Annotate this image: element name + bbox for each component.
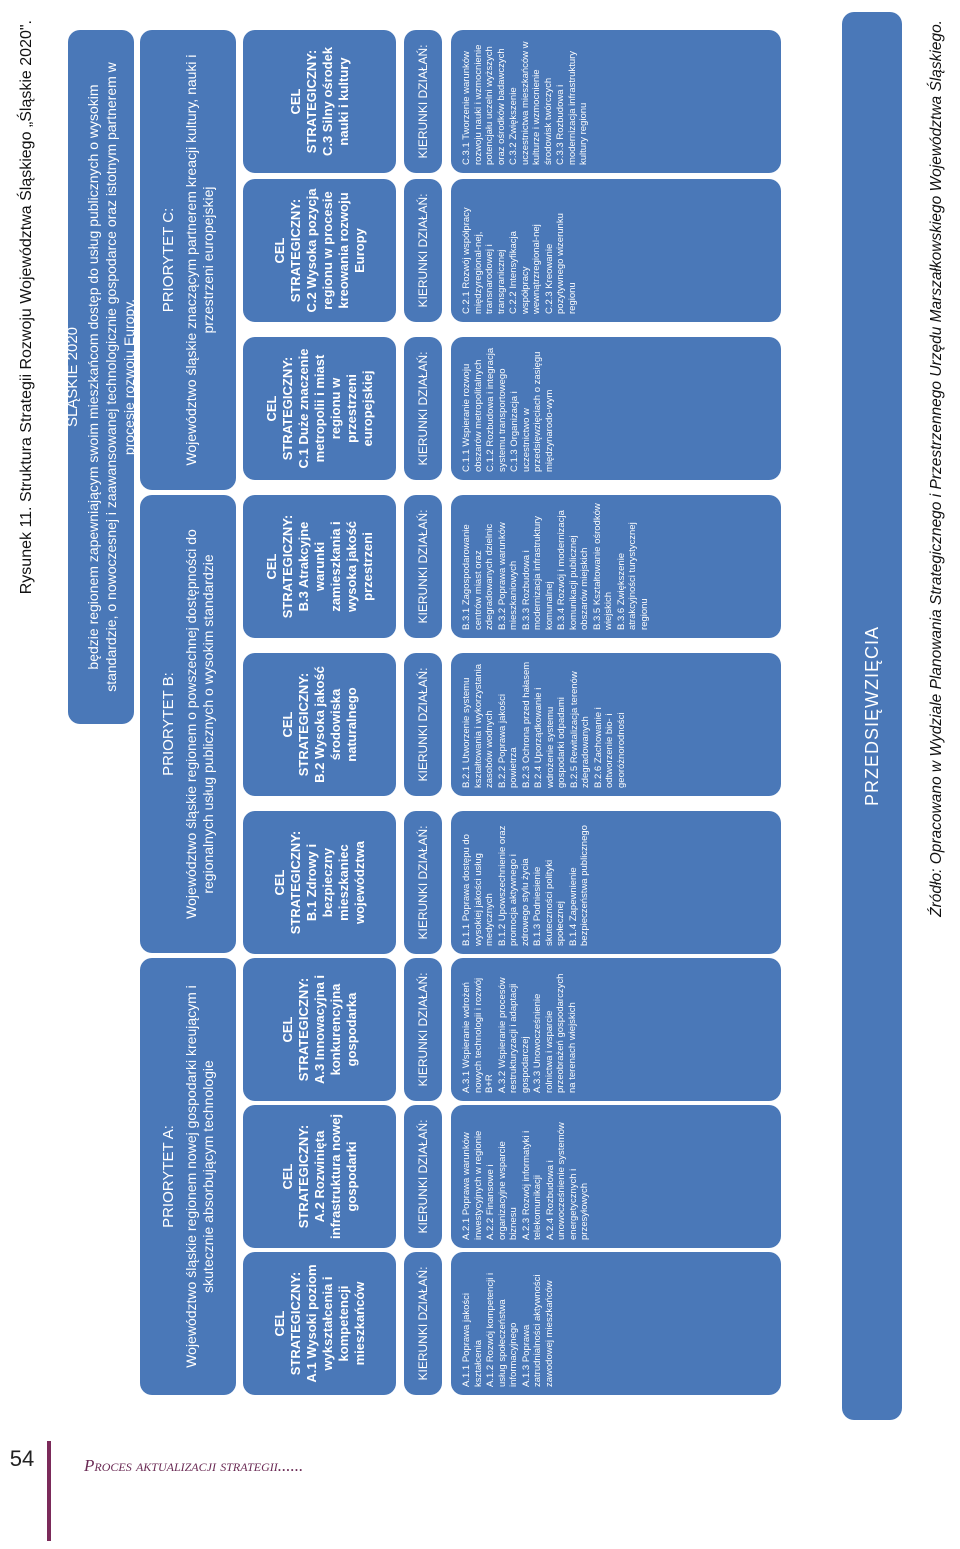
action-item: B.1.4 Zapewnienie bezpieczeństwa publicznego [567, 825, 590, 946]
action-item: C.1.2 Rozbudowa i integracja systemu transportowego [485, 347, 508, 472]
priority-box-a [140, 958, 236, 1395]
goal-text: B.1 Zdrowy i bezpieczny mieszkaniec województwa [303, 840, 367, 925]
goal-head: CEL STRATEGICZNY: [271, 1271, 303, 1376]
direction-label: KIERUNKI DZIAŁAŃ: [416, 1119, 430, 1234]
goal-box-a2 [243, 1105, 396, 1248]
action-item: B.3.4 Rozwój i modernizacja komunikacji publicznej obszarów miejskich [556, 510, 590, 630]
priority-title: PRIORYTET A: [159, 1125, 177, 1228]
direction-label-c3 [404, 30, 442, 173]
actions-box-b2 [451, 653, 781, 796]
actions-box-a1 [451, 1252, 781, 1395]
vision-title: ŚLĄSKIE 2020 [64, 326, 81, 428]
action-item: A.2.3 Rozwój informatyki i telekomunikacji [520, 1130, 543, 1240]
figure-source: Źródło: Opracowano w Wydziale Planowania Strategicznego i Przestrzennego Urzędu Marszałkowskiego Województwa Śląskiego. [928, 20, 945, 917]
goal-head: CEL STRATEGICZNY: [271, 198, 303, 303]
header-rule [47, 1441, 51, 1541]
goal-head: CEL STRATEGICZNY: [263, 356, 295, 461]
action-item: C.2.2 Intensyfikacja współpracy wewnątrzregional-nej [508, 224, 542, 314]
action-item: B.3.1 Zagospodarowanie centrów miast oraz zdegradowanych dzielnic [461, 523, 495, 630]
figure-caption-wrap [18, 20, 40, 1420]
action-item: B.2.2 Poprawa jakości powietrza [496, 694, 519, 788]
action-item: B.2.1 Utworzenie systemu kształtowania i wykorzystania zasobów wodnych [461, 663, 495, 788]
priority-title: PRIORYTET B: [159, 672, 177, 776]
priority-text: Województwo śląskie regionem nowej gospodarki kreującym i skutecznie absorbującym technologie [182, 985, 216, 1368]
figure-caption: Rysunek 11. Struktura Strategii Rozwoju Województwa Śląskiego „Śląskie 2020". [18, 20, 35, 595]
action-item: B.2.3 Ochrona przed hałasem [520, 661, 532, 788]
direction-label-a3 [404, 958, 442, 1101]
direction-label-a1 [404, 1252, 442, 1395]
vision-box [64, 30, 137, 724]
goal-box-c1 [243, 337, 396, 480]
page-number: 54 [9, 1446, 35, 1471]
goal-head: CEL STRATEGICZNY: [279, 672, 311, 777]
goal-text: A.3 Innowacyjna i konkurencyjna gospodarka [311, 974, 359, 1085]
goal-text: C.1 Duże znaczenie metropolii i miast regionu w przestrzeni europejskiej [295, 348, 375, 469]
goal-text: C.2 Wysoka pozycja regionu w procesie kreowania rozwoju Europy [303, 188, 367, 313]
actions-box-a3 [451, 958, 781, 1101]
goal-head: CEL STRATEGICZNY: [263, 514, 295, 619]
action-item: B.3.2 Poprawa warunków mieszkaniowych [496, 522, 519, 630]
action-item: C.3.2 Zwiększenie uczestnictwa mieszkańców w kulturze i wzmocnienie środowisk twórczych [508, 41, 554, 165]
goal-head: CEL STRATEGICZNY: [287, 49, 319, 154]
action-item: C.1.3 Organizacja i uczestnictwo w przedsięwzięciach o zasięgu międzynarodo-wym [509, 351, 555, 472]
direction-label: KIERUNKI DZIAŁAŃ: [416, 667, 430, 782]
priority-box-b [140, 495, 236, 953]
action-item: B.1.2 Upowszechnienie oraz promocja aktywnego i zdrowego stylu życia [496, 825, 531, 946]
action-item: C.2.1 Rozwój współpracy międzyregional-nej, transnarodowej i transgranicznej [461, 207, 507, 314]
action-item: A.1.1 Poprawa jakości kształcenia [461, 1293, 484, 1387]
goal-text: A.2 Rozwinięta infrastruktura nowej gospodarki [311, 1114, 359, 1239]
direction-label-a2 [404, 1105, 442, 1248]
action-item: A.3.3 Unowocześnienie rolnictwa i wsparcie przeobrażeń gospodarczych na terenach wiejskich [532, 973, 578, 1093]
actions-box-c1 [451, 337, 781, 480]
action-item: A.2.4 Rozbudowa i unowocześnienie systemów energetycznych i przesyłowych [544, 1122, 590, 1240]
direction-label: KIERUNKI DZIAŁAŃ: [416, 509, 430, 624]
action-item: A.1.3 Poprawa zatrudnialności aktywności zawodowej mieszkańców [520, 1274, 555, 1387]
direction-label: KIERUNKI DZIAŁAŃ: [416, 193, 430, 308]
priority-text: Województwo śląskie znaczącym partnerem kreacji kultury, nauki i przestrzeni europejskiej [182, 54, 216, 466]
direction-label-b3 [404, 495, 442, 638]
action-item: B.1.1 Poprawa dostępu do wysokiej jakości usług medycznych [461, 834, 495, 946]
projects-label: PRZEDSIĘWZIĘCIA [861, 626, 882, 807]
action-item: C.3.3 Rozbudowa i modernizacja infrastruktury kultury regionu [555, 50, 589, 165]
action-item: B.2.6 Zachowanie i odtworzenie bio- i georóżnorodności [592, 707, 627, 788]
priority-box-c [140, 30, 236, 490]
goal-box-b2 [243, 653, 396, 796]
goal-box-a3 [243, 958, 396, 1101]
goal-box-c3 [243, 30, 396, 173]
figure-source-wrap [928, 20, 950, 1420]
actions-box-c3 [451, 30, 781, 173]
action-item: B.3.6 Zwiększenie atrakcyjności turystycznej regionu [615, 522, 650, 630]
action-item: C.2.3 Kreowanie pozytywnego wizerunku regionu [543, 213, 578, 314]
goal-head: CEL STRATEGICZNY: [271, 830, 303, 935]
direction-label-c1 [404, 337, 442, 480]
direction-label: KIERUNKI DZIAŁAŃ: [416, 44, 430, 159]
action-item: B.3.3 Rozbudowa i modernizacja infrastruktury komunalnej [520, 515, 555, 630]
action-item: A.3.1 Wspieranie wdrożeń nowych technologii i rozwój B+R [461, 977, 495, 1093]
actions-box-c2 [451, 179, 781, 322]
direction-label: KIERUNKI DZIAŁAŃ: [416, 825, 430, 940]
direction-label: KIERUNKI DZIAŁAŃ: [416, 1266, 430, 1381]
actions-box-b1 [451, 811, 781, 954]
goal-head: CEL STRATEGICZNY: [279, 1124, 311, 1229]
action-item: B.2.5 Rewitalizacja terenów zdegradowanych [568, 671, 591, 788]
direction-label: KIERUNKI DZIAŁAŃ: [416, 972, 430, 1087]
direction-label: KIERUNKI DZIAŁAŃ: [416, 351, 430, 466]
goal-head: CEL STRATEGICZNY: [279, 977, 311, 1082]
goal-box-b3 [243, 495, 396, 638]
goal-text: B.3 Atrakcyjne warunki zamieszkania i wysoka jakość przestrzeni [295, 520, 375, 613]
action-item: B.1.3 Podniesienie skuteczności polityki społecznej [532, 859, 566, 946]
action-item: C.1.1 Wspieranie rozwoju obszarów metropolitalnych [461, 359, 484, 472]
direction-label-b2 [404, 653, 442, 796]
projects-bar [842, 12, 902, 1420]
actions-box-b3 [451, 495, 781, 638]
actions-box-a2 [451, 1105, 781, 1248]
vision-text: będzie regionem zapewniającym swoim mieszkańcom dostęp do usług publicznych o wysokim standardzie, o nowoczesnej i zaawansowanej technologicznie gospodarce oraz istotnym partnerem w procesie rozwoju Europy. [85, 62, 137, 692]
priority-text: Województwo śląskie regionem o powszechnej dostępności do regionalnych usług publicznych o wysokim standardzie [182, 529, 216, 919]
priority-title: PRIORYTET C: [159, 207, 177, 313]
action-item: A.2.2 Finansowe i organizacyjne wsparcie biznesu [485, 1141, 519, 1240]
goal-box-a1 [243, 1252, 396, 1395]
direction-label-c2 [404, 179, 442, 322]
action-item: C.3.1 Tworzenie warunków rozwoju nauki i wzmocnienie potencjału uczelni wyższych oraz ośrodków badawczych [461, 44, 507, 165]
goal-text: C.3 Silny ośrodek nauki i kultury [319, 46, 351, 157]
running-head: Proces aktualizacji strategii...... [84, 1456, 304, 1475]
action-item: A.2.1 Poprawa warunków inwestycyjnych w regionie [461, 1130, 484, 1240]
direction-label-b1 [404, 811, 442, 954]
goal-text: A.1 Wysoki poziom wykształcenia i kompetencji mieszkańców [303, 1264, 367, 1383]
goal-box-c2 [243, 179, 396, 322]
action-item: B.2.4 Uporządkowanie i wdrożenie systemu gospodarki odpadami [533, 687, 567, 788]
action-item: A.3.2 Wspieranie procesów restrukturyzacji i adaptacji gospodarczej [496, 977, 531, 1093]
goal-box-b1 [243, 811, 396, 954]
goal-text: B.2 Wysoka jakość środowiska naturalnego [311, 666, 359, 783]
action-item: B.3.5 Kształtowanie ośrodków wiejskich [591, 503, 614, 630]
action-item: A.1.2 Rozwój kompetencji i usług społeczeństwa informacyjnego [485, 1272, 519, 1387]
